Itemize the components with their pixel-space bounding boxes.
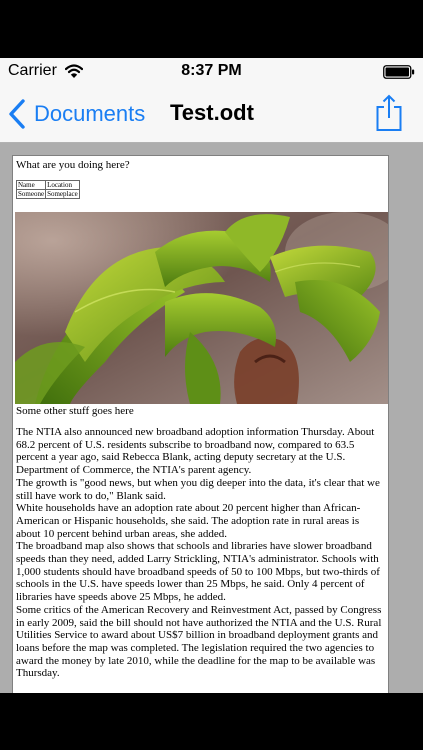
battery-icon [383,65,415,79]
back-button-label: Documents [34,101,146,126]
back-chevron-icon [8,99,26,129]
table-cell: Someone [18,190,45,198]
document-paragraph: The NTIA also announced new broadband adoption information Thursday. About 68.2 percent of U.S. residents subscribe to broadband now, compared to 63.5 percent a year ago, said Rebecca Blank, acting deputy secretary at the U.S. Department of Commerce, the NTIA's parent agency. [16,426,375,477]
document-heading: What are you doing here? [16,159,130,171]
carrier-label: Carrier [8,62,57,79]
document-paragraph: The growth is "good news, but when you dig deeper into the data, it's clear that we still have work to do," Blank said. [16,476,380,502]
bottom-area [0,693,423,750]
document-page [12,155,389,695]
document-paragraph: The broadband map also shows that schools and libraries have slower broadband speeds than they need, added Larry Strickling, NTIA's administrator. Schools with 1,000 students should have broadband speeds of 50 to 100 Mbps, but two-thirds of schools in the U.S. have speeds lower than 25 Mbps, he said. Only 4 percent of libraries have speeds above 25 Mbps, he added. [16,540,380,604]
plant-photo [15,212,388,404]
table-cell: Name [17,181,46,190]
clock-time: 8:37 PM [181,62,242,79]
table-row [17,190,80,199]
document-table [16,180,80,199]
table-cell: Someplace [47,190,78,198]
page-title: Test.odt [170,100,254,125]
document-paragraph: Some critics of the American Recovery and Reinvestment Act, passed by Congress in early 2009, said the bill should not have authorized the NTIA and the U.S. Rural Utilities Service to award about US$7 billion in broadband deployment grants and loans before the map was completed. The legislation required the two agencies to award the money by late 2010, while the deadline for the map to be available was Thursday. [16,603,382,680]
back-button[interactable] [8,96,145,132]
document-paragraph: White households have an adoption rate about 20 percent higher than African-American or Hispanic households, she said. The adoption rate in rural areas is about 10 percent behind urban areas, she added. [16,502,361,540]
status-bar [0,58,423,86]
document-caption: Some other stuff goes here [16,405,134,417]
document-viewer[interactable] [0,143,423,693]
table-row [17,181,80,190]
share-icon[interactable] [375,94,403,132]
navigation-bar [0,86,423,143]
table-cell: Location [46,181,80,190]
